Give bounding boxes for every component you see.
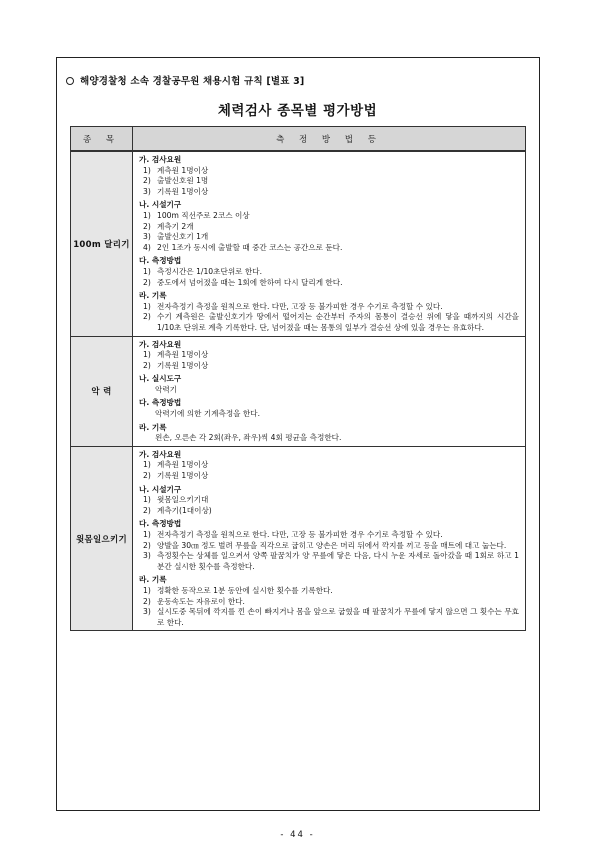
- item-text: 출발신호기 1개: [157, 232, 209, 242]
- section-heading: 라. 기록: [139, 575, 167, 585]
- item-number: 1): [143, 585, 151, 595]
- list-item: [139, 607, 519, 628]
- item-number: 2): [143, 596, 151, 606]
- item-number: 3): [143, 607, 151, 617]
- section-heading: 다. 측정방법: [139, 256, 182, 266]
- section-heading: 가. 검사요원: [139, 155, 182, 164]
- item-number: 2): [143, 176, 151, 186]
- item-text: 계측원 1명이상: [157, 165, 209, 175]
- list-item: [139, 176, 519, 187]
- list-item: [139, 278, 519, 289]
- method-cell: [133, 336, 526, 446]
- category-cell: 윗몸일으키기: [71, 446, 133, 631]
- list-item: [139, 586, 519, 597]
- section-text: 악력기: [155, 384, 178, 394]
- item-number: 1): [143, 495, 151, 505]
- item-number: 2): [143, 277, 151, 287]
- list-item: [139, 267, 519, 278]
- item-number: 2): [143, 471, 151, 481]
- list-item: [139, 302, 519, 313]
- item-text: 실시도중 목뒤에 깍지를 낀 손이 빠지거나 몸을 앞으로 굽혔을 때 팔꿈치가 무릎에 닿지 않으면 그 횟수는 무효로 한다.: [157, 607, 519, 627]
- page-number: - 44 -: [280, 830, 315, 840]
- item-text: 100m 직선주로 2코스 이상: [157, 210, 250, 220]
- item-number: 1): [143, 301, 151, 311]
- table-row: [71, 336, 526, 446]
- item-text: 기록원 1명이상: [157, 186, 209, 196]
- method-cell: [133, 151, 526, 336]
- list-item: [139, 471, 519, 482]
- item-text: 계측기(1대이상): [157, 505, 212, 515]
- list-item: [139, 495, 519, 506]
- regulation-header: [66, 73, 304, 87]
- item-text: 계측기 2개: [157, 221, 194, 231]
- category-cell: 악 력: [71, 336, 133, 446]
- list-item: [139, 506, 519, 517]
- list-item: [139, 243, 519, 254]
- section-heading: 나. 시설기구: [139, 200, 182, 210]
- item-number: 2): [143, 540, 151, 550]
- evaluation-table: [70, 126, 526, 631]
- item-text: 윗몸일으키기대: [157, 495, 209, 505]
- section-heading: 라. 기록: [139, 422, 167, 432]
- item-number: 2): [143, 505, 151, 515]
- table-row: [71, 151, 526, 336]
- item-number: 1): [143, 266, 151, 276]
- list-item: [139, 222, 519, 233]
- section-text: 악력기에 의한 기계측정을 한다.: [155, 409, 261, 419]
- method-cell: [133, 446, 526, 631]
- item-text: 중도에서 넘어졌을 때는 1회에 한하여 다시 달리게 한다.: [157, 277, 343, 287]
- item-number: 1): [143, 210, 151, 220]
- column-header-category: 종 목: [71, 127, 133, 152]
- item-text: 정확한 동작으로 1분 동안에 실시한 횟수를 기록한다.: [157, 585, 333, 595]
- item-number: 2): [143, 312, 151, 322]
- circle-bullet-icon: [66, 77, 74, 85]
- list-item: [139, 551, 519, 572]
- item-number: 1): [143, 460, 151, 470]
- item-number: 1): [143, 350, 151, 360]
- item-text: 출발신호원 1명: [157, 176, 209, 186]
- item-text: 양발을 30㎝ 정도 벌려 무릎을 직각으로 굽히고 양손은 머리 뒤에서 깍지를 끼고 등을 매트에 대고 눕는다.: [157, 540, 507, 550]
- table-row: [71, 446, 526, 631]
- list-item: [139, 187, 519, 198]
- list-item: [139, 166, 519, 177]
- section-heading: 가. 검사요원: [139, 449, 182, 459]
- item-text: 계측원 1명이상: [157, 460, 209, 470]
- item-text: 기록원 1명이상: [157, 471, 209, 481]
- item-text: 계측원 1명이상: [157, 350, 209, 360]
- item-text: 기록원 1명이상: [157, 360, 209, 370]
- document-title: 체력검사 종목별 평가방법: [217, 103, 378, 119]
- list-item: [139, 312, 519, 333]
- list-item: [139, 460, 519, 471]
- item-number: 2): [143, 221, 151, 231]
- section-text: 왼손, 오른손 각 2회(좌우, 좌우)씩 4회 평균을 측정한다.: [155, 433, 342, 443]
- list-item: [139, 350, 519, 361]
- list-item: [139, 541, 519, 552]
- item-number: 1): [143, 165, 151, 175]
- item-text: 전자측정기 측정을 원칙으로 한다. 다만, 고장 등 불가피한 경우 수기로 측정할 수 있다.: [157, 301, 443, 311]
- section-heading: 나. 시설기구: [139, 484, 182, 494]
- item-number: 4): [143, 242, 151, 252]
- list-item: [139, 597, 519, 608]
- item-number: 3): [143, 232, 151, 242]
- item-text: 2인 1조가 동시에 출발할 때 중간 코스는 공간으로 둔다.: [157, 242, 343, 252]
- list-item: [139, 211, 519, 222]
- item-text: 운동속도는 자유로이 한다.: [157, 596, 245, 606]
- item-number: 3): [143, 186, 151, 196]
- regulation-header-text: 해양경찰청 소속 경찰공무원 채용시험 규칙 [별표 3]: [80, 76, 305, 87]
- item-number: 1): [143, 530, 151, 539]
- list-item: [139, 361, 519, 372]
- item-number: 3): [143, 551, 151, 561]
- section-heading: 다. 측정방법: [139, 398, 182, 408]
- item-text: 수기 계측원은 출발신호기가 땅에서 떨어지는 순간부터 주자의 몸통이 결승선 위에 닿을 때까지의 시간을 1/10초 단위로 계측 기록한다. 단, 넘어졌을 때는 몸통의 일부가 결승선 상에 있을 경우는 유효하다.: [157, 312, 519, 332]
- category-cell: 100m 달리기: [71, 151, 133, 336]
- section-heading: 나. 실시도구: [139, 374, 182, 384]
- item-text: 전자측정기 측정을 원칙으로 한다. 다만, 고장 등 불가피한 경우 수기로 측정할 수 있다.: [157, 530, 443, 539]
- section-heading: 다. 측정방법: [139, 519, 182, 529]
- section-heading: 라. 기록: [139, 291, 167, 301]
- item-text: 측정횟수는 상체를 일으켜서 양쪽 팔꿈치가 양 무릎에 닿은 다음, 다시 누운 자세로 돌아갔을 때 1회로 하고 1분간 실시한 횟수를 측정한다.: [157, 551, 519, 571]
- column-header-method: 측 정 방 법 등: [133, 127, 526, 152]
- list-item: [139, 530, 519, 541]
- table-header-row: [71, 127, 526, 152]
- item-text: 측정시간은 1/10초단위로 한다.: [157, 266, 262, 276]
- item-number: 2): [143, 360, 151, 370]
- list-item: [139, 232, 519, 243]
- section-heading: 가. 검사요원: [139, 339, 182, 349]
